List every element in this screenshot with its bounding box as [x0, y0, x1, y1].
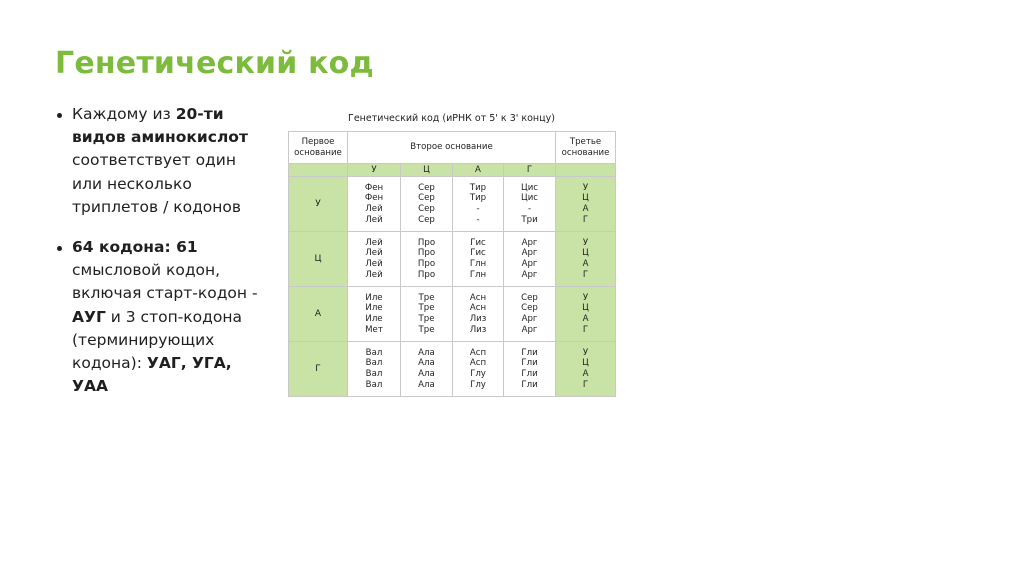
third-base-letter: Ц: [582, 193, 589, 204]
codon-cell: [348, 287, 401, 342]
amino-acid: Лей: [365, 269, 383, 280]
amino-acid: Фен: [364, 182, 384, 193]
amino-acid: Арг: [521, 248, 538, 259]
header-row: [289, 132, 616, 164]
codon-cell: [504, 342, 556, 397]
amino-acid: Асн: [469, 303, 487, 314]
amino-acid: Три: [521, 214, 538, 225]
amino-acid: Фен: [364, 193, 384, 204]
amino-acid: Арг: [521, 324, 538, 335]
table-row: [289, 177, 616, 232]
first-base-cell: У: [289, 177, 348, 232]
third-base-letter: А: [582, 369, 589, 379]
codon-cell: [401, 177, 453, 232]
amino-acid: -: [527, 204, 532, 214]
second-base-label: У: [348, 164, 401, 177]
second-base-label: Ц: [401, 164, 453, 177]
amino-acid: Лей: [365, 248, 383, 259]
amino-acid: Тре: [418, 303, 435, 314]
third-base-letter: А: [582, 314, 589, 324]
amino-acid: Про: [417, 269, 436, 280]
bullet-1-bold-1: 20-ти видов аминокислот: [72, 105, 248, 147]
third-base-cell: [556, 287, 616, 342]
amino-acid: Про: [417, 259, 436, 269]
third-base-letter: У: [582, 347, 589, 358]
amino-acid: Вал: [365, 358, 383, 369]
amino-acid: Иле: [365, 314, 383, 324]
amino-acid: Гли: [521, 379, 538, 390]
amino-acid: Глу: [470, 379, 486, 390]
amino-acid: Лей: [365, 204, 383, 214]
first-base-cell: Ц: [289, 232, 348, 287]
page-title: Генетический код: [55, 46, 374, 81]
amino-acid: Иле: [365, 292, 383, 303]
header-first-base: Первое основание: [289, 132, 348, 164]
bullet-2-text-1: смысловой кодон, включая старт-кодон -: [72, 261, 258, 303]
codon-cell: [504, 287, 556, 342]
codon-rows: [289, 177, 616, 397]
amino-acid: Про: [417, 248, 436, 259]
amino-acid: Вал: [365, 369, 383, 379]
amino-acid: Тре: [418, 314, 435, 324]
third-base-letter: А: [582, 259, 589, 269]
codon-cell: [348, 177, 401, 232]
amino-acid: Глу: [470, 369, 486, 379]
bullet-list: [55, 103, 270, 415]
third-base-letter: Г: [582, 214, 589, 225]
amino-acid: Тре: [418, 292, 435, 303]
third-base-letter: Ц: [582, 303, 589, 314]
bullet-2-bold-2: АУГ: [72, 307, 106, 326]
amino-acid: Гли: [521, 369, 538, 379]
third-base-letter: Ц: [582, 248, 589, 259]
amino-acid: Цис: [521, 193, 538, 204]
second-base-row: [289, 164, 616, 177]
amino-acid: Гли: [521, 358, 538, 369]
amino-acid: -: [476, 204, 480, 214]
amino-acid: Иле: [365, 303, 383, 314]
amino-acid: Асн: [469, 292, 487, 303]
second-base-label: А: [453, 164, 504, 177]
amino-acid: Гис: [470, 248, 486, 259]
codon-cell: [453, 287, 504, 342]
amino-acid: Про: [417, 237, 436, 248]
third-base-letter: У: [582, 292, 589, 303]
amino-acid: Арг: [521, 314, 538, 324]
codon-cell: [401, 342, 453, 397]
amino-acid: Ала: [418, 358, 435, 369]
subheader-corner-left: [289, 164, 348, 177]
third-base-cell: [556, 177, 616, 232]
amino-acid: Лиз: [469, 314, 487, 324]
amino-acid: Гли: [521, 347, 538, 358]
bullet-2-bold-3: УАГ, УГА, УАА: [72, 354, 232, 396]
bullet-item-1: [55, 103, 270, 219]
third-base-letter: У: [582, 182, 589, 193]
amino-acid: Ала: [418, 369, 435, 379]
bullet-1-text-1: Каждому из: [72, 105, 176, 123]
amino-acid: Ала: [418, 347, 435, 358]
amino-acid: Тир: [469, 193, 487, 204]
third-base-letter: Ц: [582, 358, 589, 369]
codon-cell: [401, 232, 453, 287]
third-base-cell: [556, 232, 616, 287]
amino-acid: Арг: [521, 237, 538, 248]
codon-cell: [401, 287, 453, 342]
amino-acid: Асп: [469, 347, 487, 358]
amino-acid: Лей: [365, 259, 383, 269]
amino-acid: Сер: [418, 182, 435, 193]
amino-acid: Сер: [418, 214, 435, 225]
amino-acid: Глн: [469, 269, 487, 280]
header-third-base: Третье основание: [556, 132, 616, 164]
first-base-cell: А: [289, 287, 348, 342]
amino-acid: Цис: [521, 182, 538, 193]
bullet-item-2: [55, 236, 270, 398]
third-base-letter: Г: [582, 379, 589, 390]
amino-acid: Лей: [365, 214, 383, 225]
bullet-2-text-2: и 3 стоп-кодона (терминирующих кодона):: [72, 307, 242, 373]
bullet-2-bold-1: 64 кодона: 61: [72, 238, 198, 257]
codon-cell: [453, 342, 504, 397]
second-base-label: Г: [504, 164, 556, 177]
amino-acid: Сер: [521, 303, 538, 314]
amino-acid: Сер: [418, 204, 435, 214]
amino-acid: Мет: [365, 324, 383, 335]
codon-cell: [504, 232, 556, 287]
codon-cell: [453, 177, 504, 232]
third-base-letter: Г: [582, 324, 589, 335]
amino-acid: Гис: [470, 237, 486, 248]
third-base-letter: Г: [582, 269, 589, 280]
amino-acid: Сер: [418, 193, 435, 204]
table-row: [289, 342, 616, 397]
amino-acid: Арг: [521, 259, 538, 269]
first-base-cell: Г: [289, 342, 348, 397]
amino-acid: Лей: [365, 237, 383, 248]
header-second-base: Второе основание: [348, 132, 556, 164]
bullet-1-text-2: соответствует один или несколько триплетов / кодонов: [72, 151, 242, 216]
codon-cell: [348, 232, 401, 287]
amino-acid: Вал: [365, 379, 383, 390]
amino-acid: -: [476, 214, 480, 225]
amino-acid: Лиз: [469, 324, 487, 335]
subheader-corner-right: [556, 164, 616, 177]
amino-acid: Тре: [418, 324, 435, 335]
codon-cell: [504, 177, 556, 232]
codon-cell: [348, 342, 401, 397]
amino-acid: Глн: [469, 259, 487, 269]
table-row: [289, 232, 616, 287]
genetic-code-table: [288, 131, 616, 397]
codon-cell: [453, 232, 504, 287]
amino-acid: Арг: [521, 269, 538, 280]
amino-acid: Асп: [469, 358, 487, 369]
amino-acid: Тир: [469, 182, 487, 193]
amino-acid: Вал: [365, 347, 383, 358]
table-caption: Генетический код (иРНК от 5' к 3' концу): [348, 113, 555, 124]
amino-acid: Сер: [521, 292, 538, 303]
third-base-letter: У: [582, 237, 589, 248]
third-base-cell: [556, 342, 616, 397]
third-base-letter: А: [582, 204, 589, 214]
amino-acid: Ала: [418, 379, 435, 390]
table-row: [289, 287, 616, 342]
